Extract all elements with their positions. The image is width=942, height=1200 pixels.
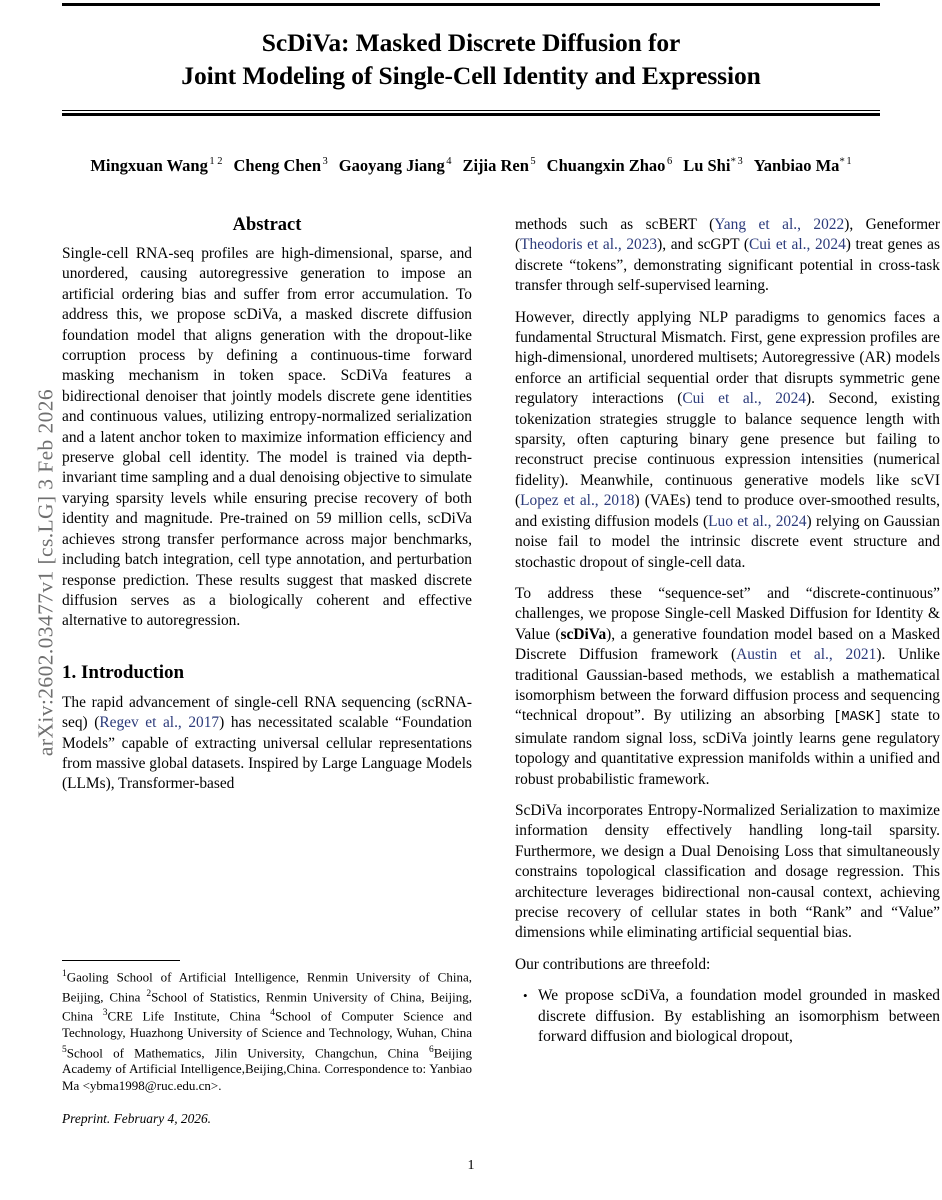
footnote-block xyxy=(62,960,472,1127)
contributions-list xyxy=(515,986,940,1047)
list-item: • We propose scDiVa, a foundation model grounded in masked discrete diffusion. By establishing an isomorphism between forward diffusion and biological dropout, xyxy=(531,986,940,1047)
page-number: 1 xyxy=(467,1158,475,1173)
model-name-bold: scDiVa xyxy=(560,625,607,643)
citation-regev-2017[interactable]: Regev et al., 2017 xyxy=(99,714,220,732)
footnote-marker-1: 1 xyxy=(62,969,67,979)
arxiv-stamp: arXiv:2602.03477v1 [cs.LG] 3 Feb 2026 xyxy=(33,388,58,757)
citation-yang-2022[interactable]: Yang et al., 2022 xyxy=(714,216,845,233)
title-line-1: ScDiVa: Masked Discrete Diffusion for xyxy=(261,28,681,57)
author-6-affiliation: 3 xyxy=(737,156,743,167)
page-title xyxy=(62,26,880,92)
footnote-marker-6: 6 xyxy=(428,1044,434,1055)
author-5-affiliation: 6 xyxy=(666,156,673,167)
abstract-heading: Abstract xyxy=(232,215,302,235)
footnote-marker-5: 5 xyxy=(62,1044,67,1055)
right-paragraph-2: However, directly applying NLP paradigms to genomics faces a fundamental Structural Mismatch. First, gene expression profiles are high-dimensional, unordered multisets; Autoregressive (AR) models enforce an artificial sequential order that disrupts symmetric gene regulatory interactions (Cui et al., 2024). Second, existing tokenization strategies struggle to balance sequence length with sparsity, often capturing binary gene presence but failing to reconstruct precise continuous expression intensities (numerical fidelity). Meanwhile, continuous generative models like scVI (Lopez et al., 2018) (VAEs) tend to produce over-smoothed results, and existing diffusion models (Luo et al., 2024) relying on Gaussian noise fail to model the intrinsic discrete event structure and stochastic dropout of single-cell data. xyxy=(515,308,941,571)
citation-cui-2024-b[interactable]: Cui et al., 2024 xyxy=(682,390,806,408)
author-2: Cheng Chen $^3$ xyxy=(233,155,328,175)
footnote-marker-4: 4 xyxy=(270,1008,275,1019)
right-column xyxy=(515,215,940,1047)
mask-token: [MASK] xyxy=(833,710,883,726)
header-rule-bottom xyxy=(62,113,880,116)
author-3-affiliation: 4 xyxy=(446,156,452,167)
author-1: Mingxuan Wang $^{1 2}$ xyxy=(90,155,223,175)
author-6: Lu Shi* $^3$ xyxy=(683,155,743,175)
citation-cui-2024-a[interactable]: Cui et al., 2024 xyxy=(748,236,846,254)
right-paragraph-1: methods such as scBERT (Yang et al., 2022), Geneformer (Theodoris et al., 2023), and scGPT (Cui et al., 2024) treat genes as discrete “tokens”, demonstrating significant potential in cross-task transfer through self-supervised learning. xyxy=(515,216,941,295)
author-list xyxy=(62,155,880,176)
author-6-corresponding-marker: * xyxy=(730,155,736,167)
citation-luo-2024[interactable]: Luo et al., 2024 xyxy=(708,512,807,530)
author-7-affiliation: 1 xyxy=(846,156,852,167)
footnote-rule xyxy=(62,960,180,961)
citation-lopez-2018[interactable]: Lopez et al., 2018 xyxy=(520,492,635,510)
preprint-note: Preprint. February 4, 2026. xyxy=(62,1111,212,1127)
footnote-marker-2: 2 xyxy=(146,988,152,999)
header-rule-top xyxy=(62,3,880,6)
author-2-affiliation: 3 xyxy=(322,156,328,167)
author-4-affiliation: 5 xyxy=(530,156,536,167)
header-rule-middle xyxy=(62,110,880,111)
author-7-corresponding-marker: * xyxy=(839,155,845,167)
section-heading-introduction: 1. Introduction xyxy=(62,661,185,683)
citation-austin-2021[interactable]: Austin et al., 2021 xyxy=(736,646,877,664)
author-4: Zijia Ren $^5$ xyxy=(462,155,536,175)
abstract-body: Single-cell RNA-seq profiles are high-dimensional, sparse, and unordered, causing autoregressive generation to impose an artificial ordering bias and suffer from error accumulation. To address this, we propose scDiVa, a masked discrete diffusion foundation model that aligns generation with the dropout-like corruption process by defining a continuous-time forward masking mechanism in token space. ScDiVa features a bidirectional denoiser that jointly models discrete gene identities and continuous values, utilizing entropy-normalized serialization and a latent anchor token to maximize information efficiency and preserve global cell identity. The model is trained via depth-invariant time sampling and a dual denoising objective to simulate varying sparsity levels while ensuring precise recovery of both identity and magnitude. Pre-trained on 59 million cells, scDiVa achieves strong transfer performance across major benchmarks, including batch integration, cell type annotation, and perturbation response prediction. These results suggest that masked discrete diffusion serves as a biologically coherent and effective alternative to autoregression. xyxy=(62,245,472,630)
author-5: Chuangxin Zhao $^6$ xyxy=(546,155,673,175)
author-7: Yanbiao Ma* $^1$ xyxy=(753,155,852,175)
author-1-affiliation: 1 2 xyxy=(209,156,223,167)
right-paragraph-5: Our contributions are threefold: xyxy=(515,955,711,973)
intro-paragraph-1: The rapid advancement of single-cell RNA sequencing (scRNA-seq) (Regev et al., 2017) has necessitated scalable “Foundation Models” capable of extracting universal cellular representations from massive global datasets. Inspired by Large Language Models (LLMs), Transformer-based xyxy=(62,693,472,793)
left-column xyxy=(62,215,472,804)
citation-theodoris-2023[interactable]: Theodoris et al., 2023 xyxy=(520,236,658,254)
author-3: Gaoyang Jiang $^4$ xyxy=(338,155,452,175)
right-paragraph-3: To address these “sequence-set” and “discrete-continuous” challenges, we propose Single-cell Masked Diffusion for Identity & Value (scDiVa), a generative foundation model based on a Masked Discrete Diffusion framework (Austin et al., 2021). Unlike traditional Gaussian-based methods, we establish a mathematical isomorphism between the forward diffusion process and sequencing “technical dropout”. By utilizing an absorbing [MASK] state to simulate random signal loss, scDiVa jointly learns gene regulatory topology and quantitative expression manifolds within a unified and robust probabilistic framework. xyxy=(515,584,941,788)
right-paragraph-4: ScDiVa incorporates Entropy-Normalized Serialization to maximize information density effectively handling long-tail sparsity. Furthermore, we design a Dual Denoising Loss that simultaneously constrains topological classification and dosage regression. This architecture leverages bidirectional non-causal context, achieving precise recovery of cellular states in both “Rank” and “Value” dimensions while eliminating artificial sequential bias. xyxy=(515,801,940,942)
footnote-affiliations: $^1$Gaoling School of Artificial Intelligence, Renmin University of China, Beijing, China $^2$School of Statistics, Renmin University of China, Beijing, China $^3$CRE Life Institute, China $^4$School of Computer Science and Technology, Huazhong University of Science and Technology, Wuhan, China $^5$School of Mathematics, Jilin University, Changchun, China $^6$Beijing Academy of Artificial Intelligence,Beijing,China. Correspondence to: Yanbiao Ma <ybma1998@ruc.edu.cn>. xyxy=(62,969,472,1093)
footnote-marker-3: 3 xyxy=(102,1008,108,1019)
title-line-2: Joint Modeling of Single-Cell Identity and Expression xyxy=(181,61,761,90)
